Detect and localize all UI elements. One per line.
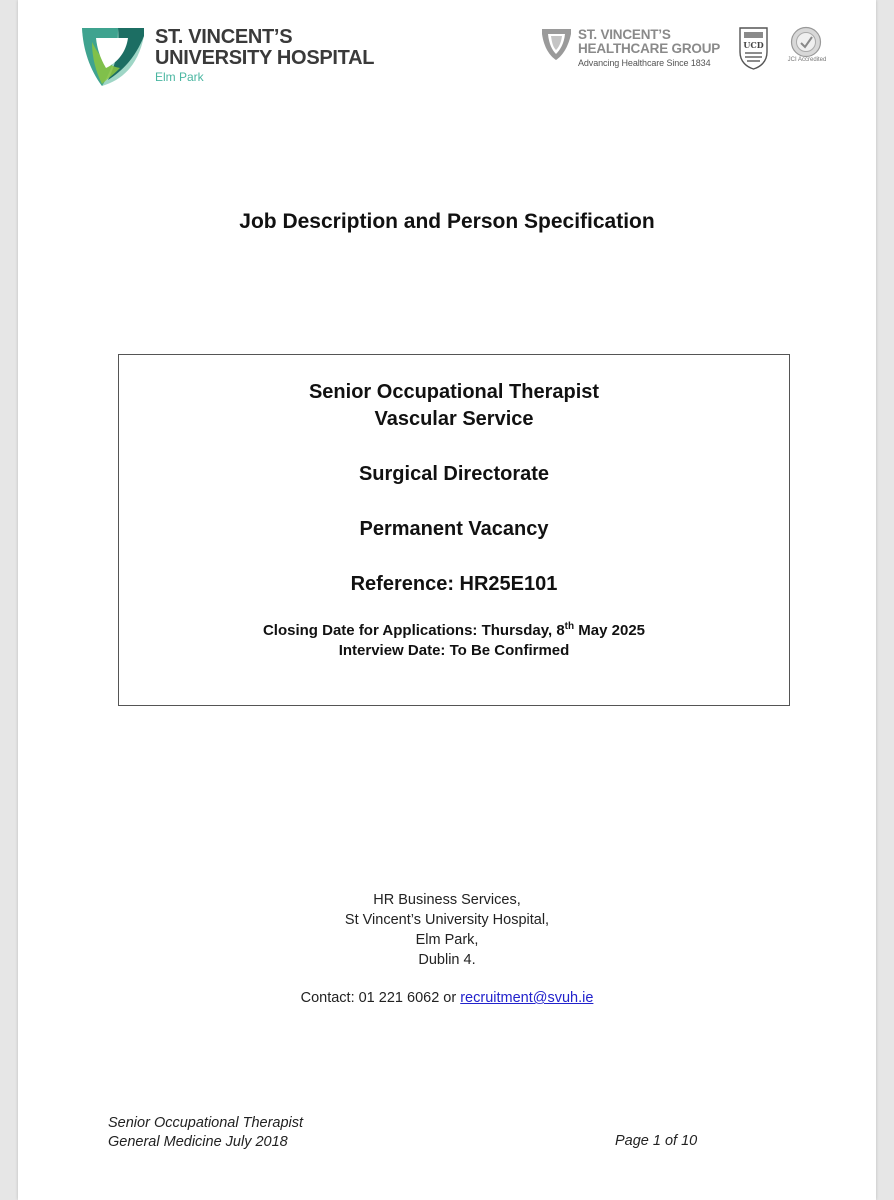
svhg-tagline: Advancing Healthcare Since 1834 — [578, 58, 711, 68]
svuh-logo-line1: ST. VINCENT’S — [155, 26, 293, 48]
closing-date-suffix: May 2025 — [574, 622, 646, 639]
address-line4: Dublin 4. — [418, 952, 476, 968]
job-details-box — [118, 354, 790, 706]
address-line1: HR Business Services, — [373, 892, 521, 908]
svuh-logo-line2: UNIVERSITY HOSPITAL — [155, 47, 375, 69]
closing-date — [119, 621, 789, 639]
job-directorate: Surgical Directorate — [358, 463, 550, 485]
address-line3: Elm Park, — [415, 932, 479, 948]
closing-date-prefix: Closing Date for Applications: Thursday, 8 — [262, 622, 565, 639]
jci-label: JCI Accredited — [787, 57, 827, 63]
svuh-logo-line3: Elm Park — [155, 70, 204, 84]
address-line2: St Vincent’s University Hospital, — [344, 912, 550, 928]
ucd-crest-icon — [738, 26, 769, 70]
job-reference: Reference: HR25E101 — [350, 573, 558, 595]
footer-line1: Senior Occupational Therapist — [108, 1115, 304, 1131]
document-title: Job Description and Person Specification — [239, 210, 655, 233]
footer-line2: General Medicine July 2018 — [108, 1134, 288, 1150]
closing-date-ordinal: th — [564, 621, 575, 632]
contact-line — [18, 990, 876, 1006]
job-vacancy-type: Permanent Vacancy — [359, 518, 549, 540]
svhg-logo-line1: ST. VINCENT’S — [578, 27, 671, 42]
svhg-logo-text — [578, 28, 720, 70]
svuh-logo-icon — [78, 22, 148, 88]
svhg-logo-line2: HEALTHCARE GROUP — [578, 41, 721, 56]
svhg-shield-icon — [540, 26, 573, 62]
email-link[interactable]: recruitment@svuh.ie — [460, 990, 594, 1006]
document-page — [18, 0, 876, 1200]
page-number: Page 1 of 10 — [615, 1133, 698, 1149]
svuh-logo-text — [155, 27, 374, 85]
jci-seal-icon — [790, 26, 822, 58]
interview-date: Interview Date: To Be Confirmed — [338, 642, 570, 659]
job-service: Vascular Service — [374, 408, 534, 430]
ucd-crest-label: UCD — [743, 40, 764, 50]
job-position: Senior Occupational Therapist — [308, 381, 600, 403]
contact-prefix: Contact: 01 221 6062 or — [300, 990, 461, 1006]
footer-left — [108, 1114, 303, 1152]
